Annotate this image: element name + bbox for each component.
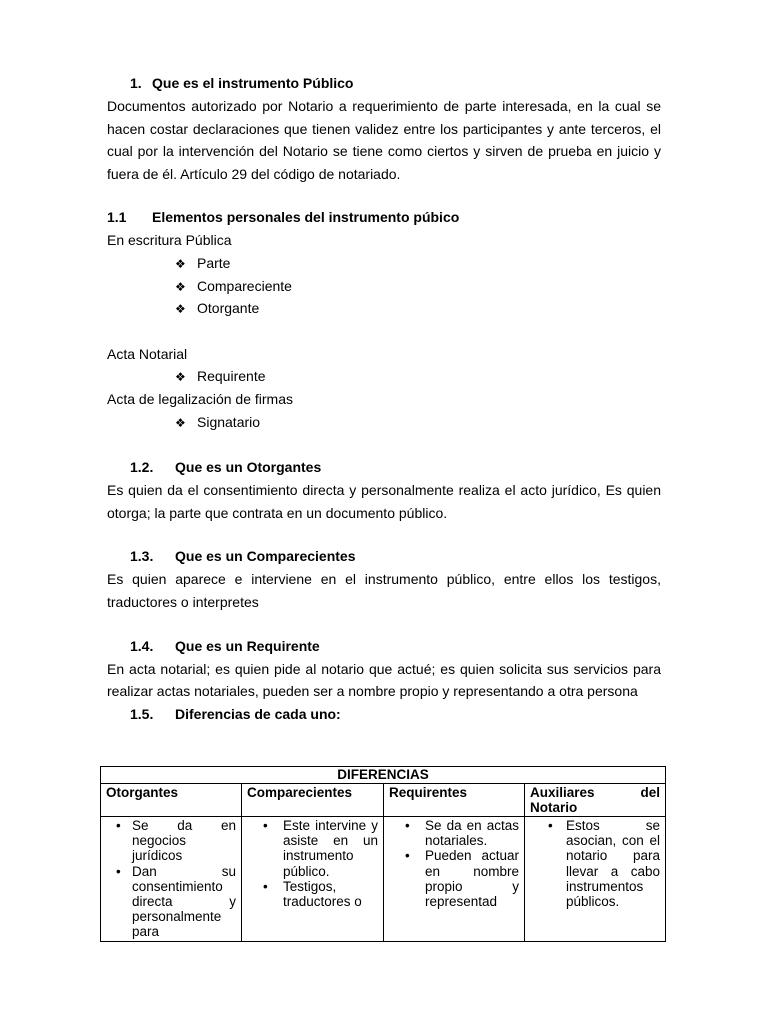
section-number: 1.3. (130, 548, 154, 565)
table-row (101, 817, 666, 942)
list-item: ❖ Signatario (107, 411, 661, 434)
section-1-5-heading (107, 703, 661, 726)
list-item: ❖ Parte (107, 252, 661, 275)
list-item: • Se da en actas notariales. (385, 818, 519, 848)
table-cell (525, 817, 666, 942)
escritura-label: En escritura Pública (107, 232, 232, 249)
section-1-1-heading (107, 206, 661, 229)
section-title: Que es un Comparecientes (175, 548, 356, 565)
section-title: Diferencias de cada uno: (175, 705, 341, 722)
list-item: • Estos se asocian, con el notario para llevar a cabo instrumentos públicos. (526, 818, 660, 909)
section-title: Que es un Requirente (175, 637, 320, 654)
list-item: • Pueden actuar en nombre propio y representad (385, 848, 519, 909)
section-1-2-body: Es quien da el consentimiento directa y personalmente realiza el acto jurídico, Es quien otorga; la parte que contrata en un documento público. (107, 482, 661, 521)
list-item: • Este intervine y asiste en un instrumento público. (243, 818, 378, 879)
section-title: Que es el instrumento Público (152, 75, 354, 91)
legalizacion-label: Acta de legalización de firmas (107, 390, 293, 407)
column-header: Otorgantes (101, 784, 242, 817)
table-title: DIFERENCIAS (101, 767, 666, 784)
table-cell (384, 817, 525, 942)
diamond-bullet-icon: ❖ (175, 370, 186, 385)
section-number: 1.4. (130, 637, 154, 654)
diamond-bullet-icon: ❖ (175, 302, 186, 317)
section-number: 1. (130, 75, 142, 91)
list-item: ❖ Otorgante (107, 297, 661, 320)
list-item: • Se da en negocios jurídicos (102, 818, 236, 864)
document-page (107, 72, 661, 726)
column-header: Auxiliares del Notario (525, 784, 666, 817)
section-1-2-heading (107, 456, 661, 479)
differences-table (100, 766, 666, 942)
section-1-heading (107, 72, 661, 95)
table-cell (242, 817, 384, 942)
section-1-3-body: Es quien aparece e interviene en el instrumento público, entre ellos los testigos, traductores o interpretes (107, 571, 661, 610)
section-number: 1.1 (107, 209, 127, 226)
list-item: • Dan su consentimiento directa y personalmente para (102, 864, 236, 940)
section-number: 1.5. (130, 705, 154, 722)
section-1-4-body: En acta notarial; es quien pide al notario que actué; es quien solicita sus servicios para realizar actas notariales, pueden ser a nombre propio y representando a otra persona (107, 660, 661, 700)
section-title: Elementos personales del instrumento púbico (152, 209, 460, 226)
section-title: Que es un Otorgantes (175, 459, 322, 476)
table-header-row (101, 784, 666, 817)
section-1-4-heading (107, 635, 661, 658)
column-header: Requirentes (384, 784, 525, 817)
section-1-body: Documentos autorizado por Notario a requerimiento de parte interesada, en la cual se hacen costar declaraciones que tienen validez entre los participantes y ante terceros, el cual por la intervención del Notario se tiene como ciertos y sirven de prueba en juicio y fuera de él. Artículo 29 del código de notariado. (107, 98, 661, 182)
acta-label: Acta Notarial (107, 345, 188, 362)
list-item: • Testigos, traductores o (243, 879, 378, 909)
diamond-bullet-icon: ❖ (175, 415, 186, 430)
table-cell (101, 817, 242, 942)
section-number: 1.2. (130, 459, 154, 476)
list-item: ❖ Compareciente (107, 275, 661, 298)
list-item: ❖ Requirente (107, 365, 661, 388)
diamond-bullet-icon: ❖ (175, 279, 186, 294)
column-header: Comparecientes (242, 784, 384, 817)
diamond-bullet-icon: ❖ (175, 256, 186, 271)
section-1-3-heading (107, 545, 661, 568)
